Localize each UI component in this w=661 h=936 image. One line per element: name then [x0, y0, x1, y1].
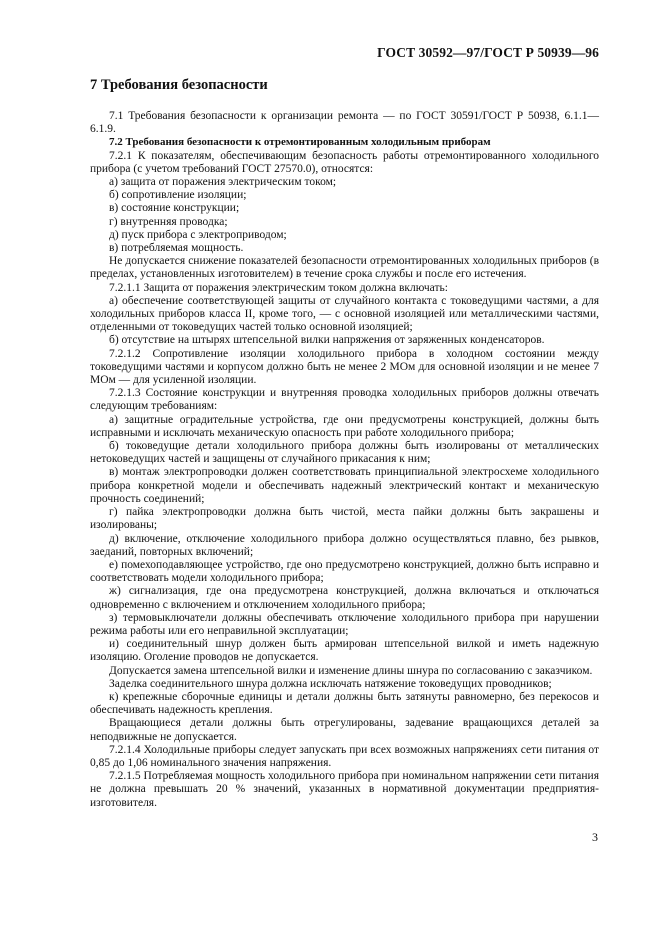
list-item: д) пуск прибора с электроприводом; [109, 228, 287, 241]
list-item: б) токоведущие детали холодильного прибора должны быть изолированы от металлических нетоковедущих частей и защищены от случайного прикасания к ним; [90, 440, 599, 466]
list-item: а) обеспечение соответствующей защиты от случайного контакта с токоведущими частями, а для холодильных приборов класса II, кроме того, — с основной изоляцией или металлическими частями, отделенными от токоведущих частей только основной изоляцией; [90, 294, 599, 334]
list-item: и) соединительный шнур должен быть армирован штепсельной вилкой и иметь надежную изоляцию. Оголение проводов не допускается. [90, 638, 599, 664]
list-item: е) помехоподавляющее устройство, где оно предусмотрено конструкцией, должно быть исправно и соответствовать модели холодильного прибора; [90, 558, 599, 585]
list-item: в) монтаж электропроводки должен соответствовать принципиальной электросхеме холодильного прибора конкретной модели и обеспечивать надежный электрический контакт и механическую прочность соединений; [90, 466, 599, 505]
list-item: к) крепежные сборочные единицы и детали должны быть затянуты равномерно, без перекосов и обеспечивать надежность крепления. [90, 690, 599, 717]
paragraph: Не допускается снижение показателей безопасности отремонтированных холодильных приборов (в пределах, установленных изготовителем) в течение срока службы и после его истечения. [90, 255, 599, 281]
list-item: а) защита от поражения электрическим током; [109, 176, 337, 189]
list-item: а) защитные оградительные устройства, где они предусмотрены конструкцией, должны быть исправными и исключать механическую опасность при работе холодильного прибора; [90, 413, 599, 439]
paragraph-7-2-1: 7.2.1 К показателям, обеспечивающим безопасность работы отремонтированного холодильного прибора (с учетом требований ГОСТ 27570.0), относятся: [90, 149, 599, 175]
paragraph: Допускается замена штепсельной вилки и изменение длины шнура по согласованию с заказчиком. [109, 664, 593, 677]
section-title: 7 Требования безопасности [90, 77, 268, 93]
paragraph-7-2-1-4: 7.2.1.4 Холодильные приборы следует запускать при всех возможных напряжениях сети питания от 0,85 до 1,06 номинального значения напряжения. [90, 743, 599, 769]
list-item: з) термовыключатели должны обеспечивать отключение холодильного прибора при нарушении режима работы или его неправильной эксплуатации; [90, 611, 599, 637]
paragraph-7-2-1-5: 7.2.1.5 Потребляемая мощность холодильного прибора при номинальном напряжении сети питания не должна превышать 20 % значений, указанных в нормативной документации предприятия-изготовителя. [90, 770, 599, 809]
list-item: д) включение, отключение холодильного прибора должно осуществляться плавно, без рывков, заеданий, повторных включений; [90, 532, 599, 558]
list-item: в) состояние конструкции; [109, 202, 240, 215]
list-item: в) потребляемая мощность. [109, 242, 244, 255]
paragraph: Заделка соединительного шнура должна исключать натяжение токоведущих проводников; [109, 677, 552, 690]
list-item: б) отсутствие на штырях штепсельной вилки напряжения от заряженных конденсаторов. [109, 334, 545, 347]
paragraph-7-2-1-3: 7.2.1.3 Состояние конструкции и внутренняя проводка холодильных приборов должны отвечать следующим требованиям: [90, 387, 599, 413]
paragraph-7-1: 7.1 Требования безопасности к организации ремонта — по ГОСТ 30591/ГОСТ Р 50938, 6.1.1—6.1.9. [90, 110, 599, 136]
subsection-title-7-2: 7.2 Требования безопасности к отремонтированным холодильным приборам [109, 136, 491, 149]
paragraph: Вращающиеся детали должны быть отрегулированы, задевание вращающихся деталей за неподвижные не допускается. [90, 717, 599, 743]
list-item: г) пайка электропроводки должна быть чистой, места пайки должны быть закрашены и изолированы; [90, 506, 599, 532]
document-header: ГОСТ 30592—97/ГОСТ Р 50939—96 [377, 45, 599, 60]
paragraph-7-2-1-1: 7.2.1.1 Защита от поражения электрическим током должна включать: [109, 281, 448, 294]
list-item: г) внутренняя проводка; [109, 215, 228, 228]
paragraph-7-2-1-2: 7.2.1.2 Сопротивление изоляции холодильного прибора в холодном состоянии между токоведущими частями и корпусом должно быть не менее 2 МОм для основной изоляции и не менее 7 МОм — для усиленной изоляции. [90, 347, 599, 387]
list-item: б) сопротивление изоляции; [109, 189, 247, 202]
page-number: 3 [592, 830, 598, 844]
document-body [90, 110, 599, 810]
list-item: ж) сигнализация, где она предусмотрена конструкцией, должна включаться и отключаться одновременно с включением и отключением холодильного прибора; [90, 585, 599, 611]
